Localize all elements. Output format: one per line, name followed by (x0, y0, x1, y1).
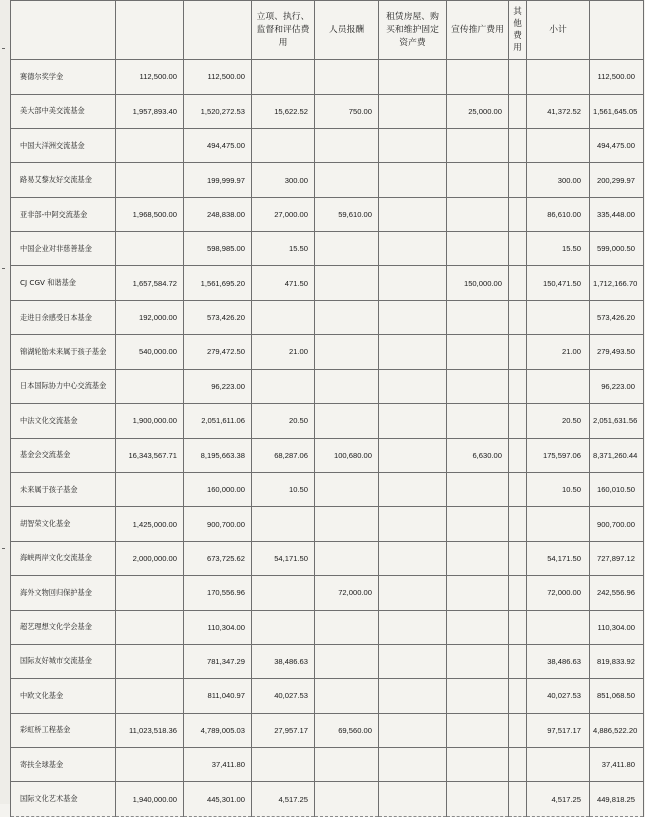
fund-name-cell: 美大部中美交流基金 (11, 94, 116, 128)
value-cell-c6 (447, 60, 509, 95)
value-cell-c6 (447, 369, 509, 404)
value-cell-c5 (379, 438, 447, 472)
fund-expense-table (10, 0, 644, 817)
value-cell-c2: 445,301.00 (184, 782, 252, 817)
value-cell-c9: 900,700.00 (590, 507, 644, 541)
table-row (11, 301, 644, 335)
value-cell-c7 (509, 679, 527, 714)
value-cell-c3: 27,957.17 (252, 713, 315, 747)
value-cell-c6: 150,000.00 (447, 266, 509, 301)
value-cell-c7 (509, 266, 527, 301)
value-cell-c2: 8,195,663.38 (184, 438, 252, 472)
value-cell-c8 (527, 610, 590, 644)
table-row (11, 782, 644, 817)
value-cell-c2: 96,223.00 (184, 369, 252, 404)
fund-name-cell: 超艺理想文化学会基金 (11, 610, 116, 644)
value-cell-c4 (315, 369, 379, 404)
value-cell-c3 (252, 610, 315, 644)
value-cell-c7 (509, 232, 527, 266)
value-cell-c8: 300.00 (527, 163, 590, 198)
value-cell-c7 (509, 197, 527, 231)
value-cell-c1 (116, 644, 184, 678)
value-cell-c3: 68,287.06 (252, 438, 315, 472)
value-cell-c2: 781,347.29 (184, 644, 252, 678)
table-row (11, 335, 644, 369)
table-row (11, 541, 644, 575)
value-cell-c5 (379, 507, 447, 541)
value-cell-c6 (447, 575, 509, 610)
value-cell-c4 (315, 507, 379, 541)
value-cell-c2: 673,725.62 (184, 541, 252, 575)
value-cell-c4: 100,680.00 (315, 438, 379, 472)
value-cell-c8 (527, 301, 590, 335)
value-cell-c1 (116, 748, 184, 782)
fund-name-cell: 中法文化交流基金 (11, 404, 116, 438)
table-row (11, 713, 644, 747)
value-cell-c3 (252, 748, 315, 782)
header-project-fee: 立项、执行、监督和评估费用 (252, 1, 315, 60)
value-cell-c7 (509, 128, 527, 162)
value-cell-c2: 37,411.80 (184, 748, 252, 782)
value-cell-c1: 1,957,893.40 (116, 94, 184, 128)
value-cell-c2: 1,561,695.20 (184, 266, 252, 301)
value-cell-c4 (315, 128, 379, 162)
edge-mark (2, 268, 5, 269)
value-cell-c3: 15.50 (252, 232, 315, 266)
value-cell-c1: 192,000.00 (116, 301, 184, 335)
value-cell-c7 (509, 472, 527, 507)
fund-name-cell: 海峡两岸文化交流基金 (11, 541, 116, 575)
value-cell-c3 (252, 575, 315, 610)
header-rent-asset-fee: 租赁房屋、购买和维护固定资产费 (379, 1, 447, 60)
value-cell-c9: 242,556.96 (590, 575, 644, 610)
value-cell-c6 (447, 679, 509, 714)
value-cell-c5 (379, 472, 447, 507)
value-cell-c7 (509, 301, 527, 335)
header-row (11, 1, 644, 60)
value-cell-c8: 97,517.17 (527, 713, 590, 747)
value-cell-c3: 10.50 (252, 472, 315, 507)
value-cell-c8: 72,000.00 (527, 575, 590, 610)
value-cell-c6 (447, 232, 509, 266)
value-cell-c4 (315, 748, 379, 782)
value-cell-c3: 300.00 (252, 163, 315, 198)
value-cell-c7 (509, 369, 527, 404)
value-cell-c4 (315, 679, 379, 714)
value-cell-c6 (447, 644, 509, 678)
value-cell-c4: 69,560.00 (315, 713, 379, 747)
value-cell-c2: 170,556.96 (184, 575, 252, 610)
value-cell-c5 (379, 128, 447, 162)
value-cell-c3 (252, 369, 315, 404)
value-cell-c7 (509, 404, 527, 438)
value-cell-c9: 4,886,522.20 (590, 713, 644, 747)
header-other-fee: 其他费用 (509, 1, 527, 60)
value-cell-c3: 471.50 (252, 266, 315, 301)
value-cell-c4 (315, 266, 379, 301)
value-cell-c1: 112,500.00 (116, 60, 184, 95)
value-cell-c6 (447, 404, 509, 438)
header-col-1 (116, 1, 184, 60)
value-cell-c2: 248,838.00 (184, 197, 252, 231)
value-cell-c7 (509, 94, 527, 128)
value-cell-c2: 598,985.00 (184, 232, 252, 266)
fund-name-cell: 中欧文化基金 (11, 679, 116, 714)
value-cell-c5 (379, 266, 447, 301)
fund-name-cell: 锦湖轮胎未来属于孩子基金 (11, 335, 116, 369)
value-cell-c7 (509, 541, 527, 575)
value-cell-c9: 110,304.00 (590, 610, 644, 644)
value-cell-c5 (379, 335, 447, 369)
value-cell-c8: 175,597.06 (527, 438, 590, 472)
value-cell-c1 (116, 679, 184, 714)
table-row (11, 197, 644, 231)
value-cell-c8: 41,372.52 (527, 94, 590, 128)
value-cell-c2: 279,472.50 (184, 335, 252, 369)
value-cell-c2: 160,000.00 (184, 472, 252, 507)
value-cell-c7 (509, 644, 527, 678)
value-cell-c5 (379, 575, 447, 610)
value-cell-c3: 20.50 (252, 404, 315, 438)
value-cell-c9: 8,371,260.44 (590, 438, 644, 472)
table-row (11, 163, 644, 198)
value-cell-c9: 96,223.00 (590, 369, 644, 404)
value-cell-c3: 4,517.25 (252, 782, 315, 817)
fund-name-cell: 走进日余感受日本基金 (11, 301, 116, 335)
value-cell-c2: 2,051,611.06 (184, 404, 252, 438)
value-cell-c5 (379, 748, 447, 782)
value-cell-c6 (447, 713, 509, 747)
value-cell-c4 (315, 163, 379, 198)
value-cell-c9: 1,561,645.05 (590, 94, 644, 128)
value-cell-c3: 27,000.00 (252, 197, 315, 231)
fund-name-cell: CJ CGV 和谐基金 (11, 266, 116, 301)
value-cell-c4 (315, 60, 379, 95)
table-row (11, 369, 644, 404)
value-cell-c5 (379, 232, 447, 266)
value-cell-c5 (379, 679, 447, 714)
value-cell-c5 (379, 60, 447, 95)
value-cell-c3: 21.00 (252, 335, 315, 369)
value-cell-c3 (252, 301, 315, 335)
value-cell-c8 (527, 60, 590, 95)
value-cell-c6 (447, 472, 509, 507)
header-col-2 (184, 1, 252, 60)
fund-name-cell: 亚非部-中阿交流基金 (11, 197, 116, 231)
value-cell-c7 (509, 335, 527, 369)
value-cell-c8: 150,471.50 (527, 266, 590, 301)
fund-name-cell: 国际文化艺术基金 (11, 782, 116, 817)
value-cell-c8: 38,486.63 (527, 644, 590, 678)
table-row (11, 128, 644, 162)
value-cell-c9: 112,500.00 (590, 60, 644, 95)
value-cell-c8: 20.50 (527, 404, 590, 438)
value-cell-c1 (116, 472, 184, 507)
edge-mark (2, 548, 5, 549)
value-cell-c9: 160,010.50 (590, 472, 644, 507)
value-cell-c5 (379, 782, 447, 817)
value-cell-c4 (315, 472, 379, 507)
value-cell-c4 (315, 232, 379, 266)
value-cell-c3 (252, 128, 315, 162)
fund-name-cell: 国际友好城市交流基金 (11, 644, 116, 678)
value-cell-c6 (447, 507, 509, 541)
value-cell-c6 (447, 197, 509, 231)
fund-name-cell: 胡智荣文化基金 (11, 507, 116, 541)
value-cell-c1: 540,000.00 (116, 335, 184, 369)
edge-mark (2, 48, 5, 49)
value-cell-c9: 599,000.50 (590, 232, 644, 266)
fund-name-cell: 寄扶全球基金 (11, 748, 116, 782)
value-cell-c9: 279,493.50 (590, 335, 644, 369)
value-cell-c6 (447, 782, 509, 817)
value-cell-c1 (116, 369, 184, 404)
table-row (11, 60, 644, 95)
value-cell-c7 (509, 610, 527, 644)
value-cell-c5 (379, 541, 447, 575)
fund-name-cell: 中国企业对非慈善基金 (11, 232, 116, 266)
value-cell-c1: 1,940,000.00 (116, 782, 184, 817)
header-total (590, 1, 644, 60)
value-cell-c2: 573,426.20 (184, 301, 252, 335)
value-cell-c4: 750.00 (315, 94, 379, 128)
value-cell-c4 (315, 301, 379, 335)
table-row (11, 438, 644, 472)
value-cell-c4 (315, 404, 379, 438)
table-row (11, 575, 644, 610)
value-cell-c4 (315, 610, 379, 644)
value-cell-c1 (116, 163, 184, 198)
header-name (11, 1, 116, 60)
fund-name-cell: 赛德尔奖学金 (11, 60, 116, 95)
value-cell-c8: 4,517.25 (527, 782, 590, 817)
value-cell-c9: 819,833.92 (590, 644, 644, 678)
value-cell-c2: 112,500.00 (184, 60, 252, 95)
value-cell-c7 (509, 782, 527, 817)
value-cell-c9: 200,299.97 (590, 163, 644, 198)
value-cell-c8: 15.50 (527, 232, 590, 266)
table-row (11, 404, 644, 438)
value-cell-c7 (509, 713, 527, 747)
value-cell-c1 (116, 128, 184, 162)
value-cell-c2: 4,789,005.03 (184, 713, 252, 747)
value-cell-c5 (379, 713, 447, 747)
value-cell-c1 (116, 575, 184, 610)
value-cell-c4 (315, 335, 379, 369)
table-row (11, 232, 644, 266)
value-cell-c5 (379, 369, 447, 404)
value-cell-c1 (116, 232, 184, 266)
value-cell-c5 (379, 610, 447, 644)
value-cell-c4 (315, 782, 379, 817)
page-binding-edge (0, 0, 10, 804)
table-row (11, 472, 644, 507)
value-cell-c3: 40,027.53 (252, 679, 315, 714)
value-cell-c8: 10.50 (527, 472, 590, 507)
value-cell-c9: 449,818.25 (590, 782, 644, 817)
value-cell-c8: 54,171.50 (527, 541, 590, 575)
value-cell-c5 (379, 94, 447, 128)
value-cell-c9: 494,475.00 (590, 128, 644, 162)
header-staff-pay: 人员报酬 (315, 1, 379, 60)
value-cell-c2: 900,700.00 (184, 507, 252, 541)
value-cell-c6: 25,000.00 (447, 94, 509, 128)
value-cell-c7 (509, 748, 527, 782)
value-cell-c2: 110,304.00 (184, 610, 252, 644)
value-cell-c1: 11,023,518.36 (116, 713, 184, 747)
table-row (11, 94, 644, 128)
table-row (11, 610, 644, 644)
value-cell-c3 (252, 507, 315, 541)
value-cell-c4: 59,610.00 (315, 197, 379, 231)
value-cell-c7 (509, 575, 527, 610)
value-cell-c8 (527, 128, 590, 162)
value-cell-c7 (509, 163, 527, 198)
value-cell-c5 (379, 163, 447, 198)
value-cell-c8 (527, 748, 590, 782)
value-cell-c5 (379, 404, 447, 438)
value-cell-c6 (447, 748, 509, 782)
value-cell-c1: 1,657,584.72 (116, 266, 184, 301)
value-cell-c3: 15,622.52 (252, 94, 315, 128)
value-cell-c6: 6,630.00 (447, 438, 509, 472)
table-row (11, 644, 644, 678)
value-cell-c2: 811,040.97 (184, 679, 252, 714)
value-cell-c6 (447, 163, 509, 198)
value-cell-c8 (527, 369, 590, 404)
value-cell-c1: 2,000,000.00 (116, 541, 184, 575)
value-cell-c5 (379, 301, 447, 335)
value-cell-c8: 40,027.53 (527, 679, 590, 714)
fund-name-cell: 中国大洋洲交流基金 (11, 128, 116, 162)
value-cell-c9: 2,051,631.56 (590, 404, 644, 438)
value-cell-c7 (509, 60, 527, 95)
fund-name-cell: 日本国际协力中心交流基金 (11, 369, 116, 404)
value-cell-c1: 1,425,000.00 (116, 507, 184, 541)
value-cell-c1: 16,343,567.71 (116, 438, 184, 472)
header-subtotal: 小计 (527, 1, 590, 60)
value-cell-c3: 54,171.50 (252, 541, 315, 575)
fund-name-cell: 路易艾黎友好交流基金 (11, 163, 116, 198)
value-cell-c3: 38,486.63 (252, 644, 315, 678)
value-cell-c6 (447, 610, 509, 644)
header-promotion-fee: 宣传推广费用 (447, 1, 509, 60)
fund-name-cell: 未来属于孩子基金 (11, 472, 116, 507)
value-cell-c5 (379, 644, 447, 678)
value-cell-c1: 1,900,000.00 (116, 404, 184, 438)
value-cell-c9: 851,068.50 (590, 679, 644, 714)
value-cell-c5 (379, 197, 447, 231)
table-row (11, 507, 644, 541)
value-cell-c9: 573,426.20 (590, 301, 644, 335)
fund-name-cell: 彩虹桥工程基金 (11, 713, 116, 747)
value-cell-c7 (509, 507, 527, 541)
table-row (11, 748, 644, 782)
value-cell-c2: 494,475.00 (184, 128, 252, 162)
value-cell-c4 (315, 541, 379, 575)
value-cell-c1: 1,968,500.00 (116, 197, 184, 231)
value-cell-c7 (509, 438, 527, 472)
value-cell-c8: 86,610.00 (527, 197, 590, 231)
value-cell-c6 (447, 541, 509, 575)
value-cell-c6 (447, 301, 509, 335)
value-cell-c8: 21.00 (527, 335, 590, 369)
value-cell-c9: 335,448.00 (590, 197, 644, 231)
value-cell-c4 (315, 644, 379, 678)
value-cell-c9: 727,897.12 (590, 541, 644, 575)
value-cell-c6 (447, 128, 509, 162)
value-cell-c9: 1,712,166.70 (590, 266, 644, 301)
value-cell-c4: 72,000.00 (315, 575, 379, 610)
value-cell-c3 (252, 60, 315, 95)
table-row (11, 679, 644, 714)
fund-name-cell: 基金会交流基金 (11, 438, 116, 472)
value-cell-c2: 199,999.97 (184, 163, 252, 198)
value-cell-c1 (116, 610, 184, 644)
value-cell-c6 (447, 335, 509, 369)
value-cell-c8 (527, 507, 590, 541)
table-row (11, 266, 644, 301)
value-cell-c9: 37,411.80 (590, 748, 644, 782)
value-cell-c2: 1,520,272.53 (184, 94, 252, 128)
fund-name-cell: 海外文物回归保护基金 (11, 575, 116, 610)
